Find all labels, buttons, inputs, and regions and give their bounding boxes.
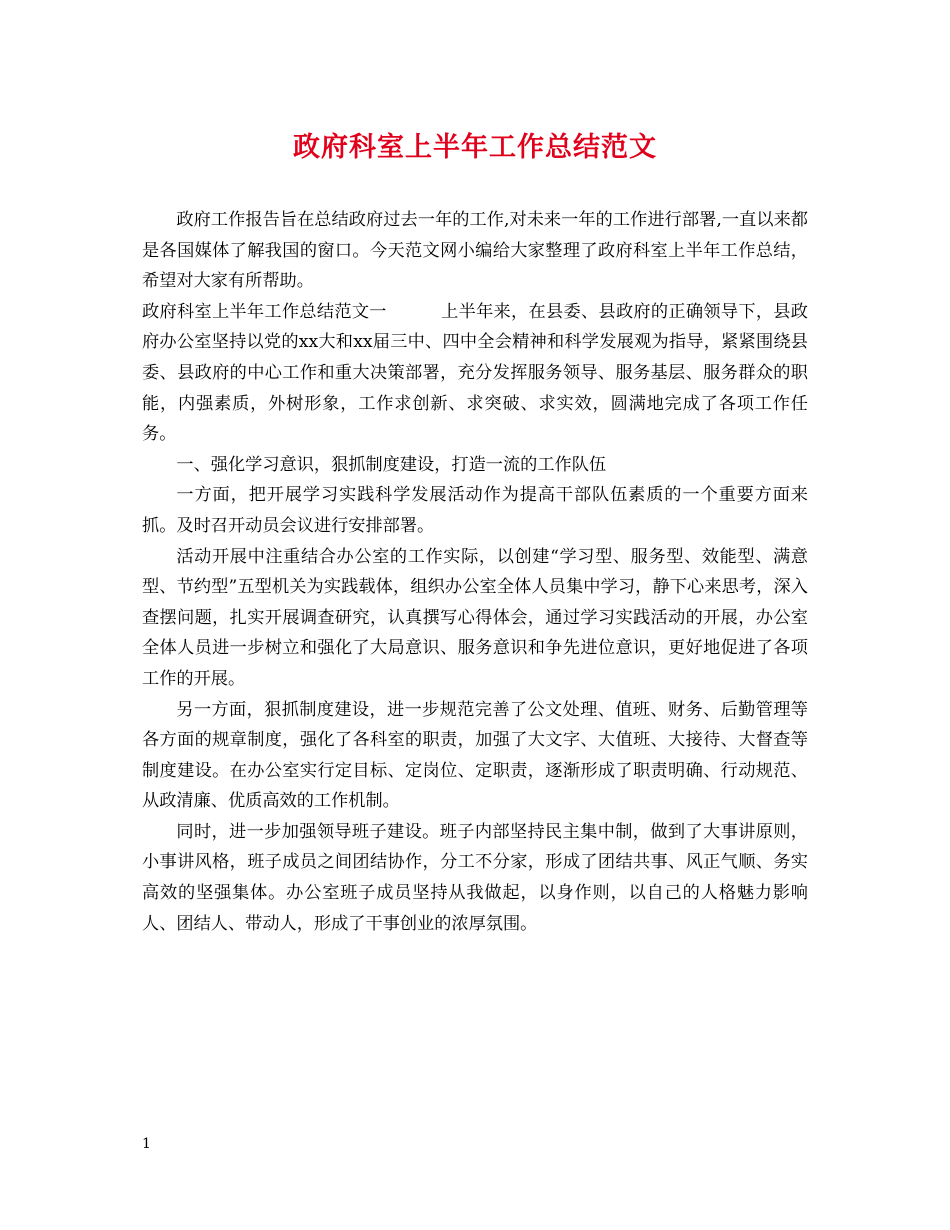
section-heading: 政府科室上半年工作总结范文一 xyxy=(142,301,387,322)
document-title: 政府科室上半年工作总结范文 xyxy=(293,132,657,163)
paragraph-section-one xyxy=(142,297,808,450)
paragraph-system: 另一方面，狠抓制度建设，进一步规范完善了公文处理、值班、财务、后勤管理等各方面的规章制度，强化了各科室的职责，加强了大文字、大值班、大接待、大督查等制度建设。在办公室实行定目标、定岗位、定职责，逐渐形成了职责明确、行动规范、从政清廉、优质高效的工作机制。 xyxy=(142,699,808,812)
subheading-one: 一、强化学习意识，狠抓制度建设，打造一流的工作队伍 xyxy=(176,454,607,475)
page-number: 1 xyxy=(142,1136,151,1152)
section-body: 上半年来，在县委、县政府的正确领导下，县政府办公室坚持以党的xx大和xx届三中、四中全会精神和科学发展观为指导，紧紧围绕县委、县政府的中心工作和重大决策部署，充分发挥服务领导、服务基层、服务群众的职能，内强素质，外树形象，工作求创新、求突破、求实效，圆满地完成了各项工作任务。 xyxy=(142,301,808,445)
paragraph-intro: 政府工作报告旨在总结政府过去一年的工作,对未来一年的工作进行部署,一直以来都是各国媒体了解我国的窗口。今天范文网小编给大家整理了政府科室上半年工作总结，希望对大家有所帮助。 xyxy=(142,210,808,292)
paragraph-study: 一方面，把开展学习实践科学发展活动作为提高干部队伍素质的一个重要方面来抓。及时召开动员会议进行安排部署。 xyxy=(142,485,808,536)
paragraph-leadership: 同时，进一步加强领导班子建设。班子内部坚持民主集中制，做到了大事讲原则，小事讲风格，班子成员之间团结协作，分工不分家，形成了团结共事、风正气顺、务实高效的坚强集体。办公室班子成员坚持从我做起，以身作则，以自己的人格魅力影响人、团结人、带动人，形成了干事创业的浓厚氛围。 xyxy=(142,821,808,934)
document-body xyxy=(142,205,808,939)
paragraph-activity: 活动开展中注重结合办公室的工作实际，以创建“学习型、服务型、效能型、满意型、节约型”五型机关为实践载体，组织办公室全体人员集中学习，静下心来思考，深入查摆问题，扎实开展调查研究，认真撰写心得体会，通过学习实践活动的开展，办公室全体人员进一步树立和强化了大局意识、服务意识和争先进位意识，更好地促进了各项工作的开展。 xyxy=(142,546,808,689)
